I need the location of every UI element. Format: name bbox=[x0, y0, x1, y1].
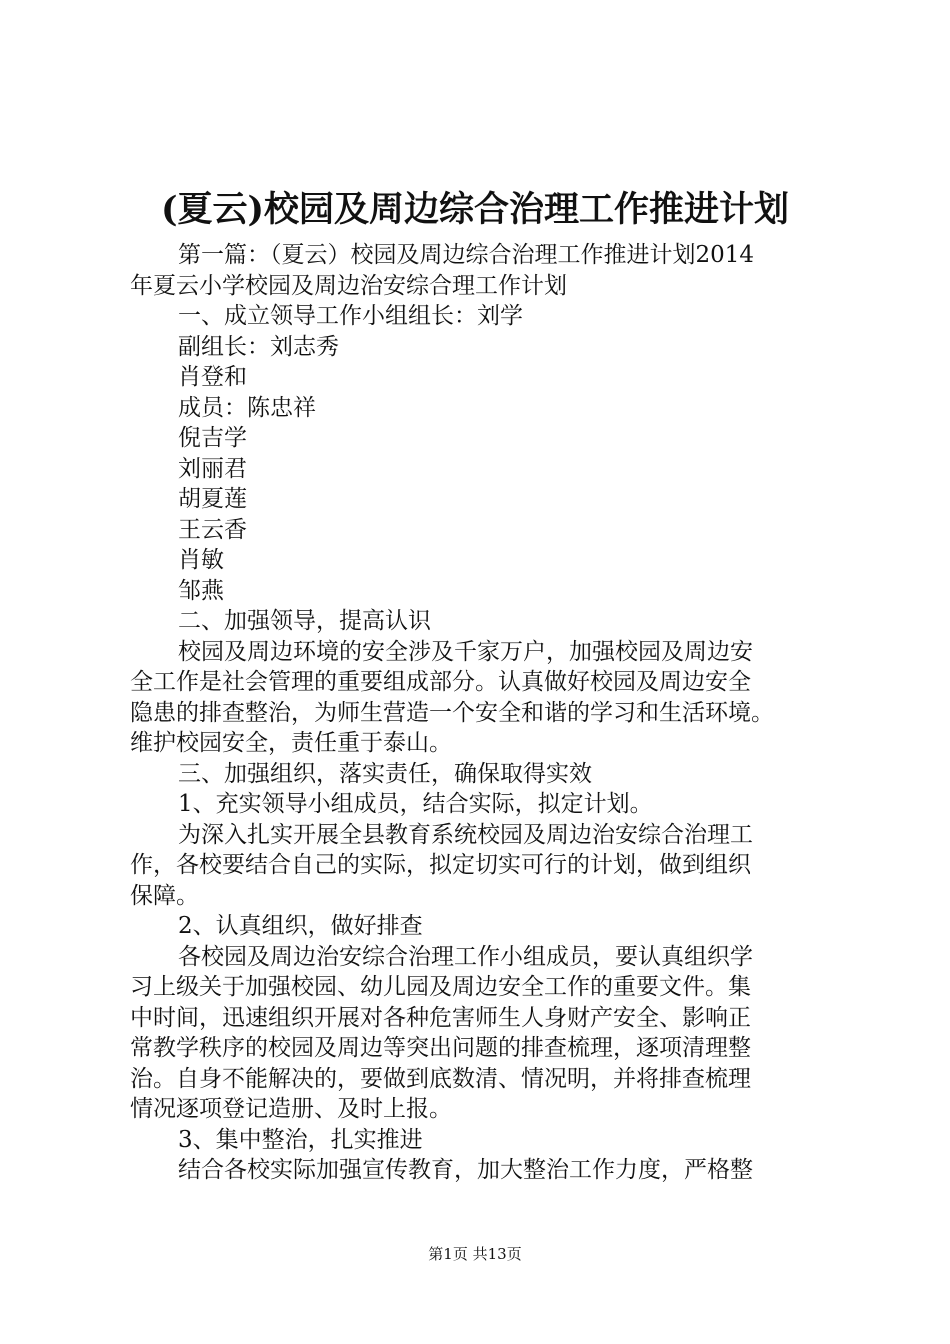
text-line: 第一篇：（夏云）校园及周边综合治理工作推进计划2014 bbox=[178, 242, 755, 268]
text-line: 王云香 bbox=[178, 516, 247, 543]
document-body bbox=[130, 240, 832, 1186]
page-footer: 第1页 共13页 bbox=[428, 1245, 522, 1263]
text-line: 各校园及周边治安综合治理工作小组成员，要认真组织学 bbox=[178, 943, 753, 970]
text-line: 校园及周边环境的安全涉及千家万户，加强校园及周边安 bbox=[178, 638, 753, 665]
text-line: 作，各校要结合自己的实际，拟定切实可行的计划，做到组织 bbox=[130, 852, 751, 878]
text-line: 结合各校实际加强宣传教育，加大整治工作力度，严格整 bbox=[178, 1157, 753, 1183]
text-line: 邹燕 bbox=[178, 577, 224, 604]
text-line: 情况逐项登记造册、及时上报。 bbox=[130, 1096, 452, 1122]
text-line: 肖敏 bbox=[178, 547, 224, 573]
text-line: 2、认真组织，做好排查 bbox=[178, 913, 423, 939]
text-line: 刘丽君 bbox=[178, 455, 247, 482]
text-line: 为深入扎实开展全县教育系统校园及周边治安综合治理工 bbox=[178, 821, 753, 848]
text-line: 治。自身不能解决的，要做到底数清、情况明，并将排查梳理 bbox=[130, 1065, 751, 1092]
text-line: 全工作是社会管理的重要组成部分。认真做好校园及周边安全 bbox=[130, 669, 751, 695]
text-line: 倪吉学 bbox=[178, 425, 247, 451]
text-line: 中时间，迅速组织开展对各种危害师生人身财产安全、影响正 bbox=[130, 1004, 751, 1031]
document-title: (夏云)校园及周边综合治理工作推进计划 bbox=[160, 189, 790, 230]
text-line: 3、集中整治，扎实推进 bbox=[178, 1126, 423, 1153]
text-line: 肖登和 bbox=[178, 364, 247, 390]
text-line: 副组长：刘志秀 bbox=[178, 333, 339, 360]
text-line: 二、加强领导，提高认识 bbox=[178, 608, 431, 634]
text-line: 常教学秩序的校园及周边等突出问题的排查梳理，逐项清理整 bbox=[130, 1035, 751, 1061]
text-line: 1、充实领导小组成员，结合实际，拟定计划。 bbox=[178, 791, 653, 817]
text-line: 习上级关于加强校园、幼儿园及周边安全工作的重要文件。集 bbox=[130, 974, 751, 1000]
text-line: 三、加强组织，落实责任，确保取得实效 bbox=[178, 760, 592, 787]
text-line: 隐患的排查整治，为师生营造一个安全和谐的学习和生活环境。 bbox=[130, 699, 774, 726]
text-line: 保障。 bbox=[130, 882, 199, 909]
text-line: 胡夏莲 bbox=[178, 486, 247, 512]
text-line: 维护校园安全，责任重于泰山。 bbox=[130, 730, 452, 756]
text-line: 成员：陈忠祥 bbox=[178, 394, 316, 421]
text-line: 年夏云小学校园及周边治安综合理工作计划 bbox=[130, 272, 567, 299]
text-line: 一、成立领导工作小组组长：刘学 bbox=[178, 303, 523, 329]
